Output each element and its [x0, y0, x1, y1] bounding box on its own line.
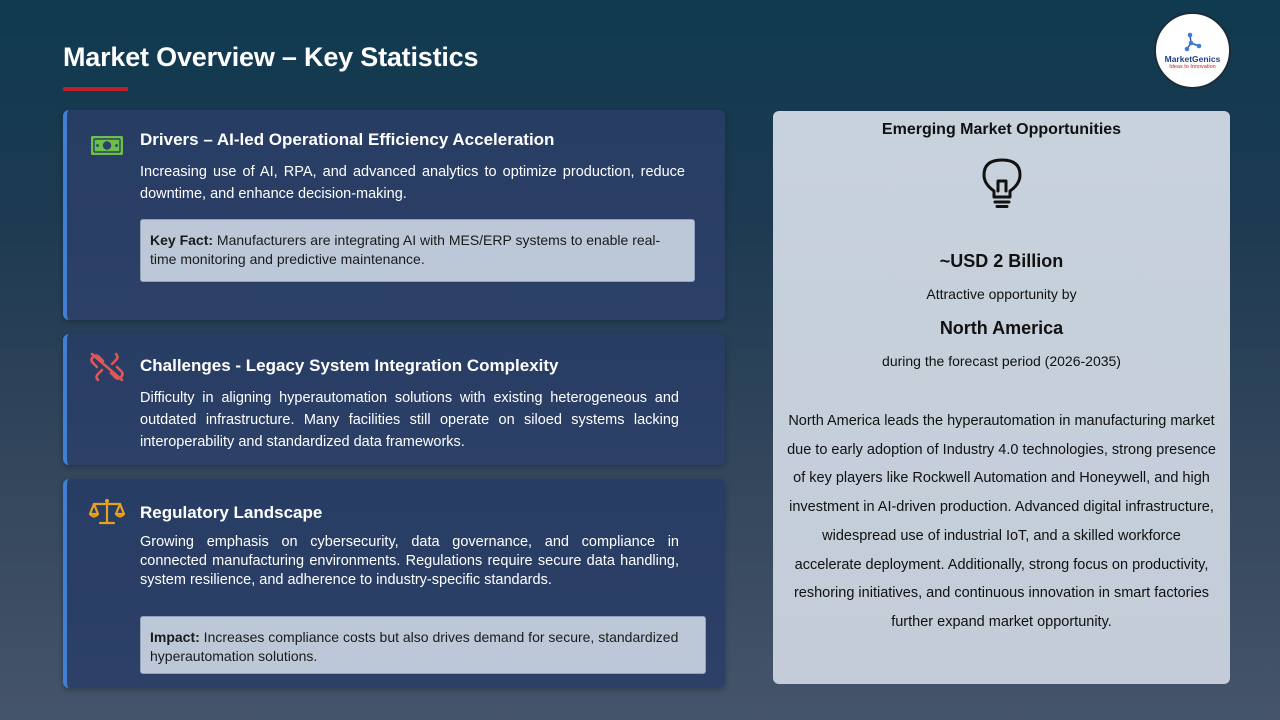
title-underline — [63, 87, 128, 91]
regulatory-body: Growing emphasis on cybersecurity, data governance, and compliance in connected manufacturing environments. Regulations require secure data handling, system resilience, and adherence to industry-specific standards. — [140, 534, 679, 588]
opportunity-value: ~USD 2 Billion — [939, 251, 1064, 271]
regulatory-heading: Regulatory Landscape — [140, 503, 323, 522]
challenges-body: Difficulty in aligning hyperautomation solutions with existing heterogeneous and outdated infrastructure. Many facilities still operate on siloed systems lacking interoperability and standardized data frameworks. — [140, 390, 679, 450]
regulatory-card — [63, 479, 725, 688]
scales-icon — [89, 497, 125, 527]
page-title: Market Overview – Key Statistics — [63, 42, 479, 72]
drivers-body: Increasing use of AI, RPA, and advanced analytics to optimize production, reduce downtime, and enhance decision-making. — [140, 164, 685, 202]
lightbulb-icon — [979, 157, 1025, 209]
impact-label: Impact: — [150, 629, 200, 645]
challenges-card — [63, 334, 725, 465]
logo-name: MarketGenics — [1164, 54, 1221, 64]
impact-box — [140, 616, 706, 674]
key-fact-box — [140, 219, 695, 282]
money-icon — [89, 130, 125, 160]
drivers-card — [63, 110, 725, 320]
opportunity-caption: Attractive opportunity by — [926, 286, 1077, 302]
company-logo — [1154, 12, 1231, 89]
broken-link-icon — [89, 352, 125, 382]
opportunity-region: North America — [939, 318, 1064, 338]
opportunity-panel — [773, 111, 1230, 684]
impact-text: Increases compliance costs but also drives demand for secure, standardized hyperautomation solutions. — [150, 629, 679, 664]
drivers-heading: Drivers – AI-led Operational Efficiency Acceleration — [140, 130, 555, 149]
molecule-logo-icon — [1182, 31, 1204, 53]
key-fact-text: Manufacturers are integrating AI with MES/ERP systems to enable real-time monitoring and predictive maintenance. — [150, 232, 661, 267]
opportunity-period: during the forecast period (2026-2035) — [882, 353, 1121, 369]
challenges-heading: Challenges - Legacy System Integration Complexity — [140, 356, 559, 375]
opportunity-description: North America leads the hyperautomation in manufacturing market due to early adoption of Industry 4.0 technologies, strong presence of key players like Rockwell Automation and Honeywell, and high investment in AI-driven production. Advanced digital infrastructure, widespread use of industrial IoT, and a skilled workforce accelerate deployment. Additionally, strong focus on productivity, reshoring initiatives, and continuous innovation in smart factories further expand market opportunity. — [787, 413, 1216, 630]
key-fact-label: Key Fact: — [150, 232, 214, 248]
opportunity-title: Emerging Market Opportunities — [881, 121, 1122, 138]
logo-tagline: Ideas to Innovation — [1169, 63, 1216, 70]
